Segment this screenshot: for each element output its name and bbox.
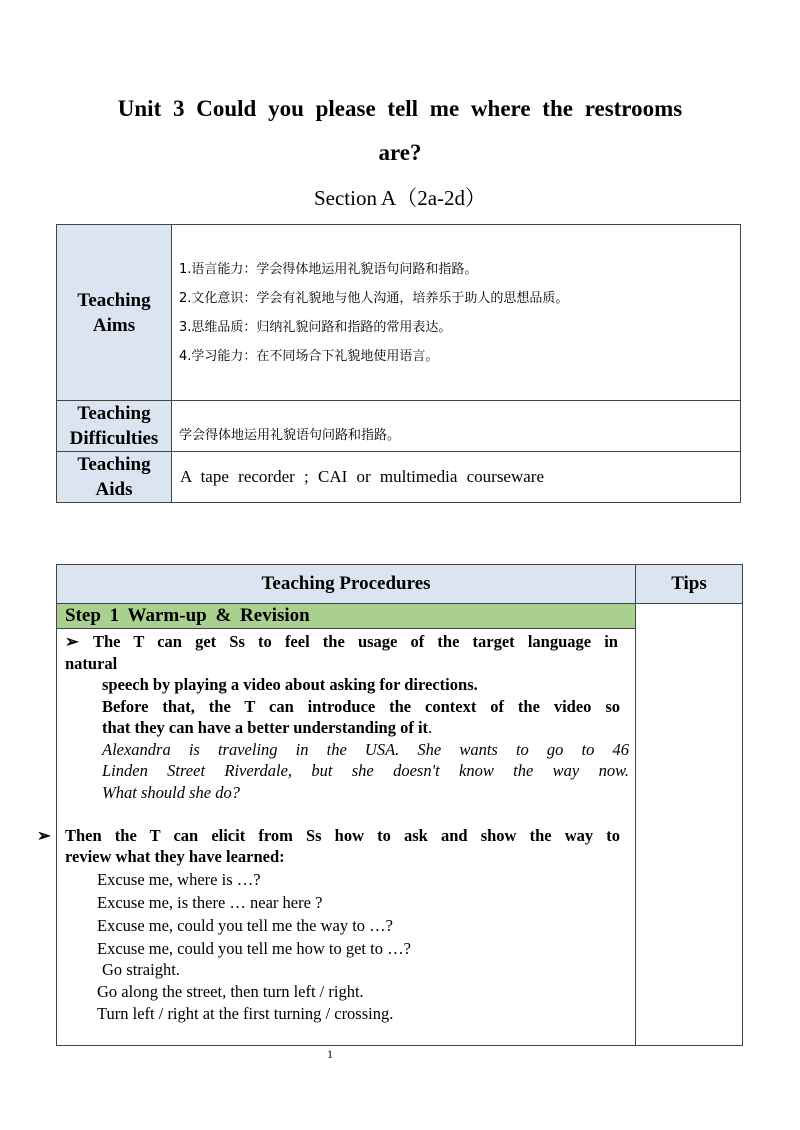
expression-line: Excuse me, is there … near here ?: [97, 893, 323, 912]
body-line: The T can get Ss to feel the usage of the target language in: [93, 632, 618, 651]
body-line: Then the T can elicit from Ss how to ask and show the way to: [65, 826, 620, 845]
tips-header: Tips: [636, 565, 743, 604]
teaching-aids-label: [57, 452, 172, 503]
body-line-bold: that they can have a better understanding of it: [102, 718, 429, 737]
expression-line: Go along the street, then turn left / right.: [97, 982, 364, 1001]
expression-line: Excuse me, could you tell me how to get to …?: [97, 939, 411, 958]
step-1-body: [37, 629, 636, 1046]
title-line-2: are?: [378, 140, 422, 165]
teaching-aims-label: Teaching Aims: [57, 225, 172, 401]
teaching-aids-cell: A tape recorder ; CAI or multimedia courseware: [172, 452, 741, 503]
teaching-overview-table: [56, 224, 741, 503]
aids-label-line: Teaching: [77, 454, 151, 475]
difficulties-label-line: Teaching: [77, 403, 151, 424]
body-line: [102, 717, 432, 738]
bullet-icon: ➢: [37, 826, 51, 845]
procedures-header: Teaching Procedures: [57, 565, 636, 604]
aids-label-line: Aids: [95, 479, 133, 500]
aim-item: 4.学习能力：在不同场合下礼貌地使用语言。: [179, 348, 439, 364]
page-number: 1: [327, 1047, 333, 1061]
expression-line: Excuse me, where is …?: [97, 870, 261, 889]
expression-line: Excuse me, could you tell me the way to …?: [97, 916, 394, 935]
scenario-line: What should she do?: [102, 783, 240, 802]
section-heading: Section A（2a-2d）: [313, 186, 487, 210]
teaching-difficulties-label: [57, 401, 172, 452]
scenario-line: Alexandra is traveling in the USA. She wants to go to 46: [102, 740, 629, 759]
teaching-procedures-table: [37, 564, 743, 1046]
bullet-icon: ➢: [65, 632, 79, 651]
body-line: speech by playing a video about asking for directions.: [102, 675, 478, 694]
step-1-title: Step 1 Warm-up & Revision: [57, 604, 636, 629]
body-line: review what they have learned:: [65, 847, 285, 866]
aim-item: 1.语言能力：学会得体地运用礼貌语句问路和指路。: [179, 261, 478, 277]
body-line: Before that, the T can introduce the context of the video so: [102, 697, 620, 716]
teaching-aims-cell: [172, 225, 741, 401]
expression-line: Go straight.: [102, 960, 180, 979]
scenario-line: Linden Street Riverdale, but she doesn't know the way now.: [102, 761, 629, 780]
teaching-difficulties-cell: 学会得体地运用礼貌语句问路和指路。: [172, 401, 741, 452]
difficulties-label-line: Difficulties: [69, 428, 159, 449]
expression-line: Turn left / right at the first turning / crossing.: [97, 1004, 394, 1023]
tips-cell: [636, 604, 743, 1046]
aim-item: 2.文化意识：学会有礼貌地与他人沟通，培养乐于助人的思想品质。: [179, 290, 569, 306]
aim-item: 3.思维品质：归纳礼貌问路和指路的常用表达。: [179, 319, 452, 335]
body-line-period: .: [428, 718, 433, 737]
title-line-1: Unit 3 Could you please tell me where the restrooms: [117, 96, 683, 121]
body-line: natural: [65, 654, 118, 673]
